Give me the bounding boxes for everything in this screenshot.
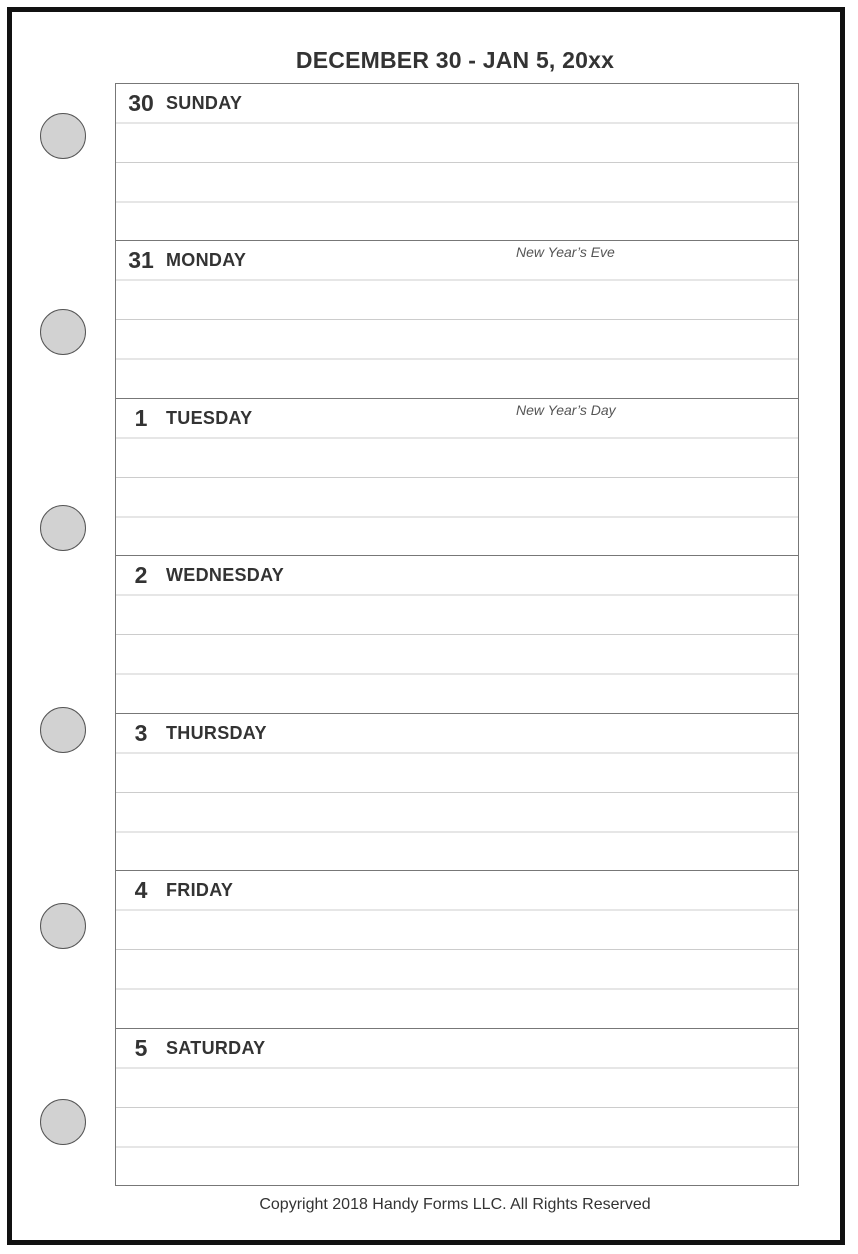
punch-hole-4 bbox=[40, 707, 86, 753]
day-header bbox=[116, 556, 284, 595]
day-block-wednesday[interactable] bbox=[116, 556, 798, 713]
day-header bbox=[116, 241, 246, 280]
day-number: 2 bbox=[134, 562, 148, 589]
day-block-friday[interactable] bbox=[116, 871, 798, 1028]
day-number: 5 bbox=[134, 1034, 148, 1061]
day-name: WEDNESDAY bbox=[166, 565, 285, 586]
day-header bbox=[116, 1029, 265, 1068]
day-number: 4 bbox=[134, 877, 148, 904]
day-block-thursday[interactable] bbox=[116, 714, 798, 871]
punch-hole-2 bbox=[40, 309, 86, 355]
day-block-sunday[interactable] bbox=[116, 84, 798, 241]
day-header bbox=[116, 871, 233, 910]
week-grid bbox=[115, 83, 799, 1186]
holiday-note: New Year’s Eve bbox=[516, 244, 615, 261]
day-number: 30 bbox=[128, 90, 154, 116]
holiday-note: New Year’s Day bbox=[516, 401, 616, 418]
copyright-footer: Copyright 2018 Handy Forms LLC. All Rights Reserved bbox=[259, 1196, 651, 1213]
day-name: FRIDAY bbox=[166, 880, 234, 901]
punch-hole-5 bbox=[40, 903, 86, 949]
page-title: DECEMBER 30 - JAN 5, 20xx bbox=[295, 47, 615, 73]
day-block-monday[interactable] bbox=[116, 241, 798, 398]
punch-hole-3 bbox=[40, 505, 86, 551]
day-name: SUNDAY bbox=[166, 93, 243, 113]
day-name: TUESDAY bbox=[166, 407, 253, 428]
day-name: THURSDAY bbox=[166, 722, 267, 743]
punch-hole-1 bbox=[40, 113, 86, 159]
day-name: MONDAY bbox=[166, 250, 247, 271]
day-block-tuesday[interactable] bbox=[116, 399, 798, 556]
day-block-saturday[interactable] bbox=[116, 1029, 798, 1185]
day-number: 3 bbox=[134, 719, 148, 746]
punch-hole-6 bbox=[40, 1099, 86, 1145]
day-name: SATURDAY bbox=[166, 1037, 266, 1058]
day-header bbox=[116, 399, 252, 438]
day-number: 31 bbox=[128, 247, 154, 274]
day-number: 1 bbox=[134, 404, 148, 431]
day-header bbox=[116, 84, 242, 123]
day-header bbox=[116, 714, 267, 753]
